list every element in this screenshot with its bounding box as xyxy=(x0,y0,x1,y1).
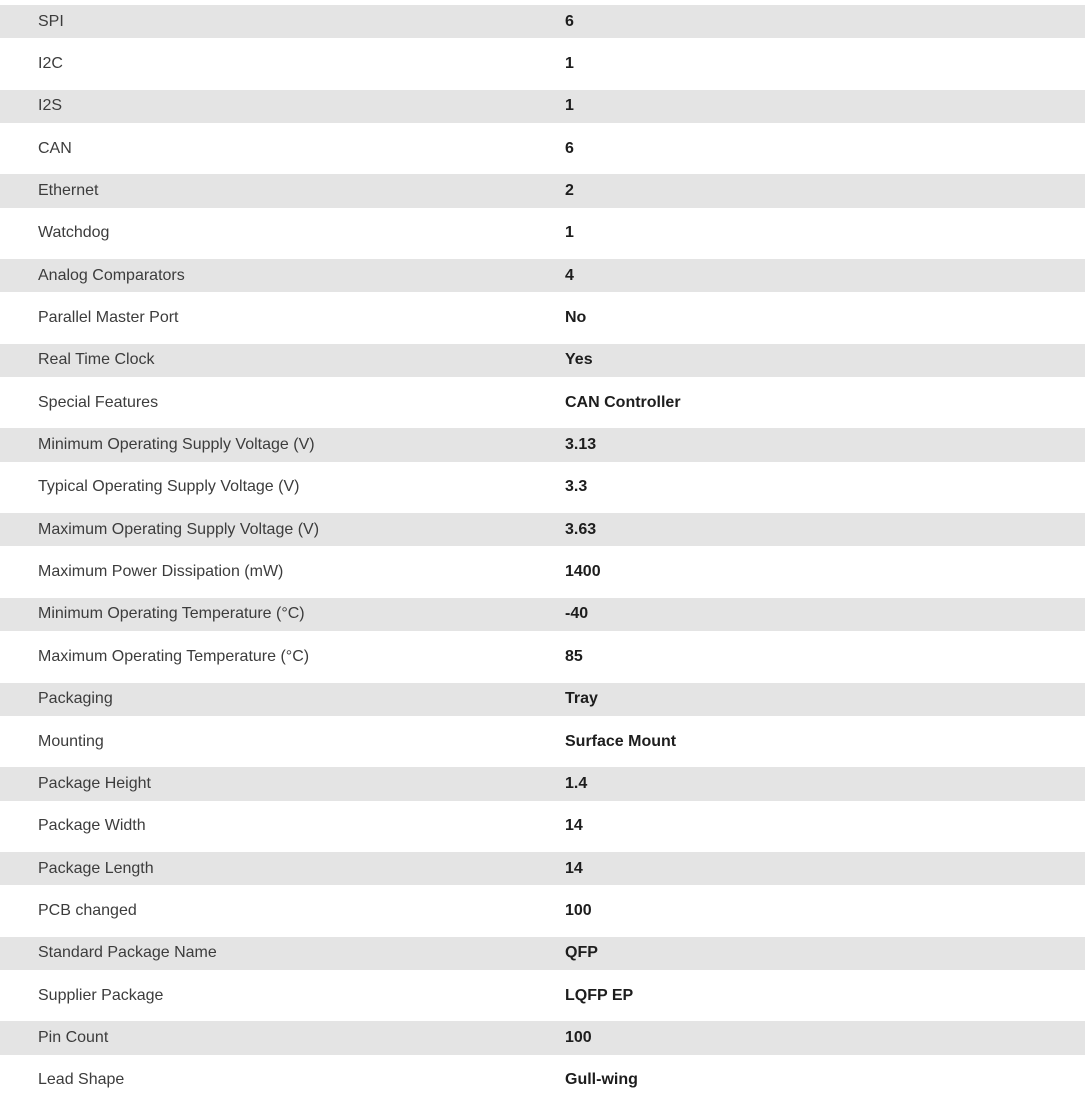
spec-label: Package Length xyxy=(38,859,154,877)
spec-row xyxy=(0,212,1085,254)
spec-value: 1 xyxy=(565,55,574,73)
spec-row xyxy=(0,593,1085,635)
spec-label: Minimum Operating Temperature (°C) xyxy=(38,605,305,623)
spec-value: 100 xyxy=(565,1028,592,1046)
spec-label: SPI xyxy=(38,12,64,30)
spec-value: 3.13 xyxy=(565,436,597,454)
spec-value: 1 xyxy=(565,224,574,242)
spec-row xyxy=(0,339,1085,381)
spec-value: Gull-wing xyxy=(565,1071,638,1089)
spec-value: 4 xyxy=(565,266,574,284)
spec-row xyxy=(0,1016,1085,1058)
spec-value: 3.63 xyxy=(565,520,597,538)
spec-row xyxy=(0,42,1085,84)
spec-row xyxy=(0,974,1085,1016)
spec-row xyxy=(0,550,1085,592)
spec-label: Supplier Package xyxy=(38,986,164,1004)
spec-value: 3.3 xyxy=(565,478,588,496)
spec-label: Mounting xyxy=(38,732,104,750)
spec-label: Special Features xyxy=(38,393,159,411)
spec-value: Surface Mount xyxy=(565,732,677,750)
spec-label: Watchdog xyxy=(38,224,110,242)
spec-label: Maximum Operating Temperature (°C) xyxy=(38,647,310,665)
spec-label: I2C xyxy=(38,55,63,73)
spec-label: Package Width xyxy=(38,817,146,835)
spec-row xyxy=(0,85,1085,127)
spec-row xyxy=(0,423,1085,465)
spec-label: CAN xyxy=(38,139,72,157)
spec-value: 14 xyxy=(565,859,583,877)
spec-value: 85 xyxy=(565,647,583,665)
spec-label: Maximum Operating Supply Voltage (V) xyxy=(38,520,320,538)
spec-value: No xyxy=(565,309,587,327)
spec-value: 1.4 xyxy=(565,774,588,792)
spec-value: 6 xyxy=(565,12,574,30)
spec-value: QFP xyxy=(565,944,598,962)
spec-row xyxy=(0,254,1085,296)
spec-row xyxy=(0,466,1085,508)
spec-value: 100 xyxy=(565,901,592,919)
spec-value: 1400 xyxy=(565,563,601,581)
spec-value: Yes xyxy=(565,351,593,369)
spec-row xyxy=(0,169,1085,211)
spec-row xyxy=(0,805,1085,847)
spec-value: Tray xyxy=(565,690,598,708)
spec-label: Pin Count xyxy=(38,1028,109,1046)
spec-row xyxy=(0,381,1085,423)
spec-label: Ethernet xyxy=(38,182,99,200)
spec-row xyxy=(0,0,1085,42)
spec-label: Packaging xyxy=(38,690,113,708)
spec-label: Lead Shape xyxy=(38,1071,125,1089)
spec-label: Package Height xyxy=(38,774,151,792)
spec-row xyxy=(0,508,1085,550)
spec-row xyxy=(0,847,1085,889)
spec-label: Minimum Operating Supply Voltage (V) xyxy=(38,436,315,454)
spec-row xyxy=(0,678,1085,720)
spec-value: 1 xyxy=(565,97,574,115)
spec-row xyxy=(0,1059,1085,1101)
spec-label: Real Time Clock xyxy=(38,351,155,369)
spec-value: LQFP EP xyxy=(565,986,634,1004)
spec-label: Typical Operating Supply Voltage (V) xyxy=(38,478,300,496)
spec-row xyxy=(0,762,1085,804)
spec-label: I2S xyxy=(38,97,63,115)
spec-value: 14 xyxy=(565,817,583,835)
spec-label: Analog Comparators xyxy=(38,266,185,284)
spec-row xyxy=(0,127,1085,169)
spec-value: CAN Controller xyxy=(565,393,681,411)
spec-row xyxy=(0,635,1085,677)
spec-row xyxy=(0,296,1085,338)
spec-row xyxy=(0,932,1085,974)
spec-value: 6 xyxy=(565,139,574,157)
spec-label: Standard Package Name xyxy=(38,944,217,962)
spec-row xyxy=(0,889,1085,931)
spec-label: PCB changed xyxy=(38,901,137,919)
spec-label: Maximum Power Dissipation (mW) xyxy=(38,563,284,581)
spec-row xyxy=(0,720,1085,762)
spec-label: Parallel Master Port xyxy=(38,309,179,327)
spec-value: -40 xyxy=(565,605,589,623)
spec-value: 2 xyxy=(565,182,574,200)
